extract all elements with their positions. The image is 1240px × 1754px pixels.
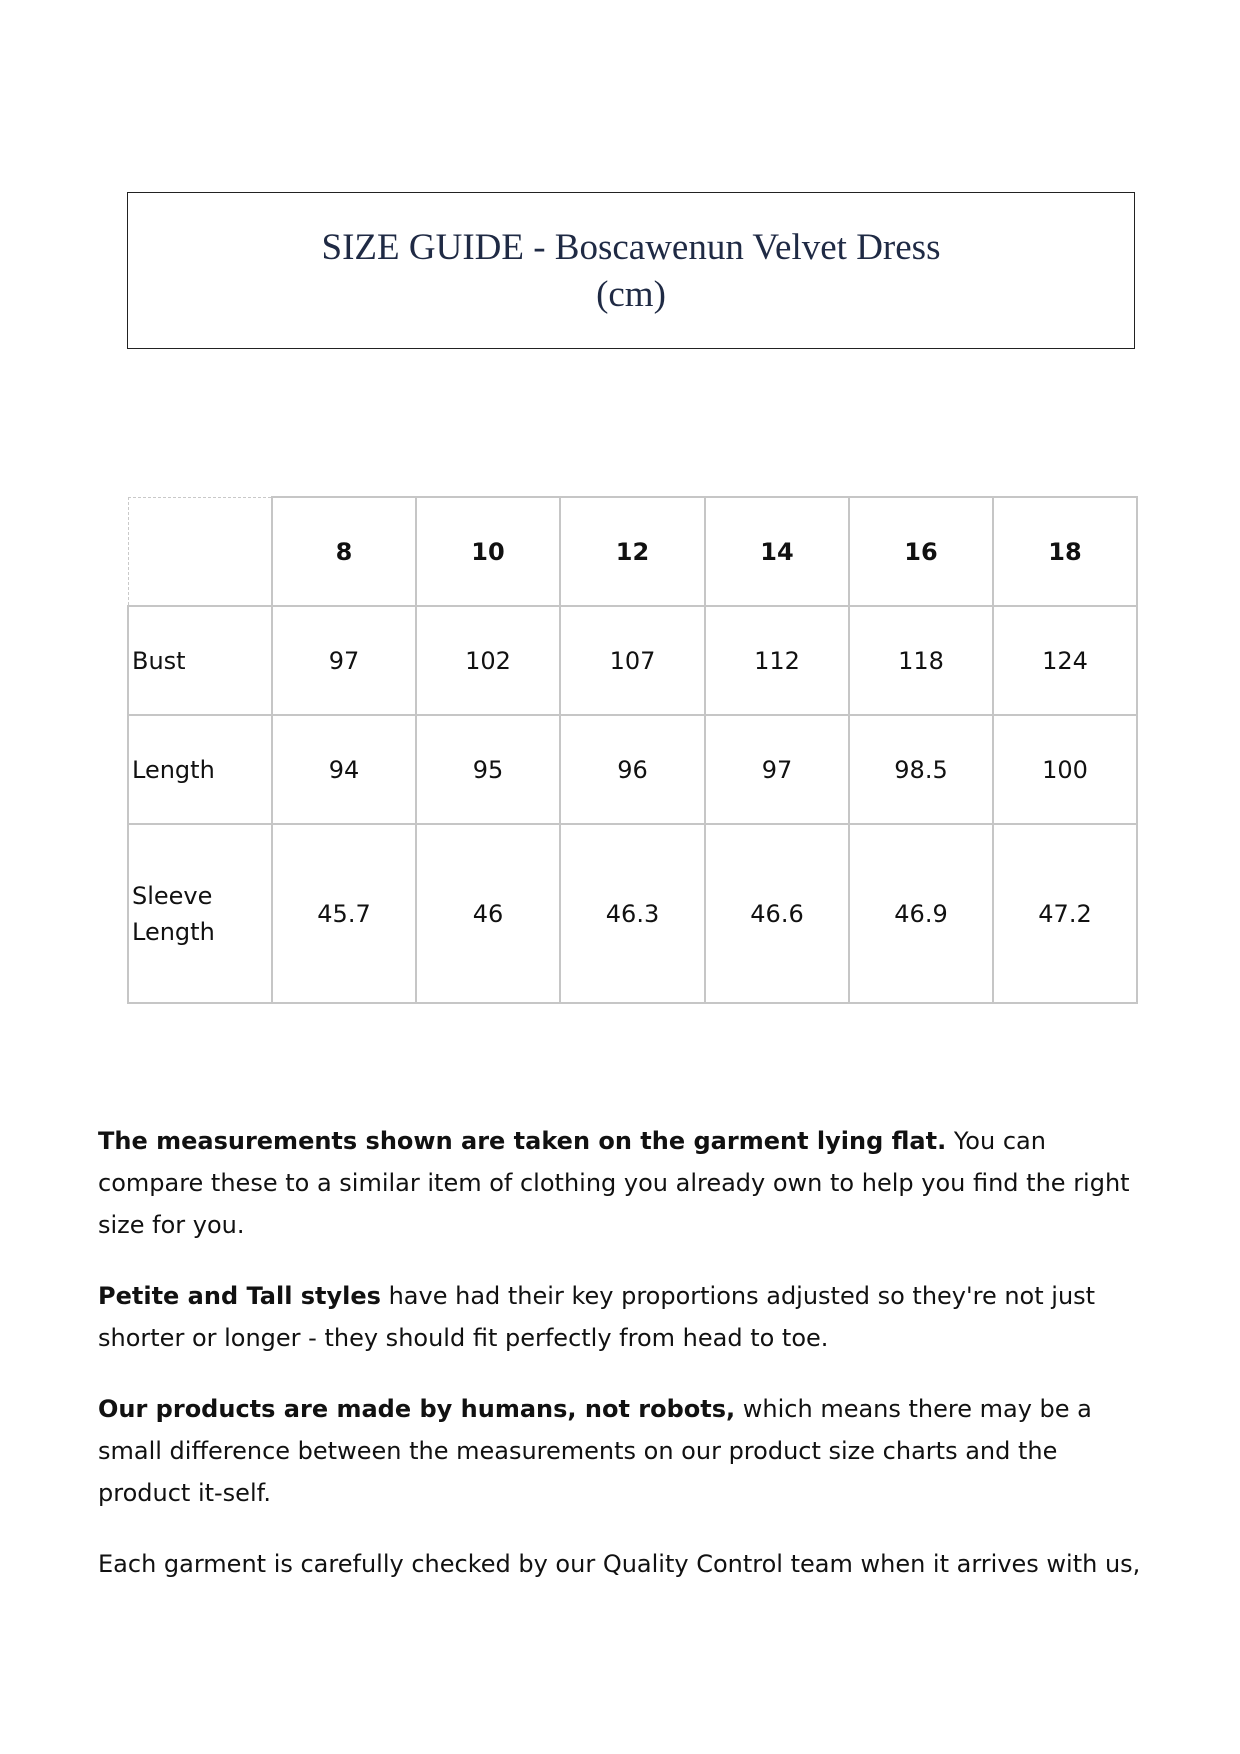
table-cell: 95 <box>416 715 560 824</box>
note-paragraph <box>98 1388 1148 1514</box>
note-emphasis: Petite and Tall styles <box>98 1282 381 1310</box>
size-header: 10 <box>416 497 560 606</box>
table-cell: 46.9 <box>849 824 993 1003</box>
table-header-row <box>128 497 1137 606</box>
table-cell: 118 <box>849 606 993 715</box>
note-emphasis: The measurements shown are taken on the garment lying flat. <box>98 1127 947 1155</box>
table-cell: 96 <box>560 715 705 824</box>
table-cell: 102 <box>416 606 560 715</box>
size-table <box>127 496 1138 1004</box>
table-cell: 100 <box>993 715 1137 824</box>
row-label <box>128 824 272 1003</box>
size-header: 16 <box>849 497 993 606</box>
table-cell: 124 <box>993 606 1137 715</box>
table-corner-cell <box>128 497 272 606</box>
size-header: 12 <box>560 497 705 606</box>
note-paragraph <box>98 1543 1148 1585</box>
table-cell: 112 <box>705 606 849 715</box>
note-text: have had their key proportions adjusted so they're not just shorter or longer - they should fit perfectly from head to toe. <box>98 1282 1096 1352</box>
table-row <box>128 824 1137 1003</box>
table-row <box>128 715 1137 824</box>
note-text: Each garment is carefully checked by our Quality Control team when it arrives with us, <box>98 1550 1141 1578</box>
unit-label: (cm) <box>596 273 666 315</box>
table-row <box>128 606 1137 715</box>
page-title: SIZE GUIDE - Boscawenun Velvet Dress <box>321 226 941 268</box>
table-cell: 94 <box>272 715 416 824</box>
note-paragraph <box>98 1275 1148 1359</box>
table-cell: 46.3 <box>560 824 705 1003</box>
row-label: Length <box>128 715 272 824</box>
note-emphasis: Our products are made by humans, not robots, <box>98 1395 736 1423</box>
size-notes <box>98 1120 1148 1614</box>
table-cell: 97 <box>272 606 416 715</box>
table-cell: 46 <box>416 824 560 1003</box>
size-header: 14 <box>705 497 849 606</box>
table-cell: 98.5 <box>849 715 993 824</box>
size-header: 18 <box>993 497 1137 606</box>
note-text: which means there may be a small difference between the measurements on our product size charts and the product it-self. <box>98 1395 1092 1507</box>
table-cell: 46.6 <box>705 824 849 1003</box>
note-text: You can compare these to a similar item of clothing you already own to help you find the right size for you. <box>98 1127 1130 1239</box>
row-label: Bust <box>128 606 272 715</box>
table-cell: 45.7 <box>272 824 416 1003</box>
size-header: 8 <box>272 497 416 606</box>
table-cell: 107 <box>560 606 705 715</box>
row-label-line: Sleeve <box>132 881 213 910</box>
note-paragraph <box>98 1120 1148 1246</box>
title-box <box>127 192 1135 349</box>
table-cell: 47.2 <box>993 824 1137 1003</box>
row-label-line: Length <box>132 917 215 946</box>
table-cell: 97 <box>705 715 849 824</box>
